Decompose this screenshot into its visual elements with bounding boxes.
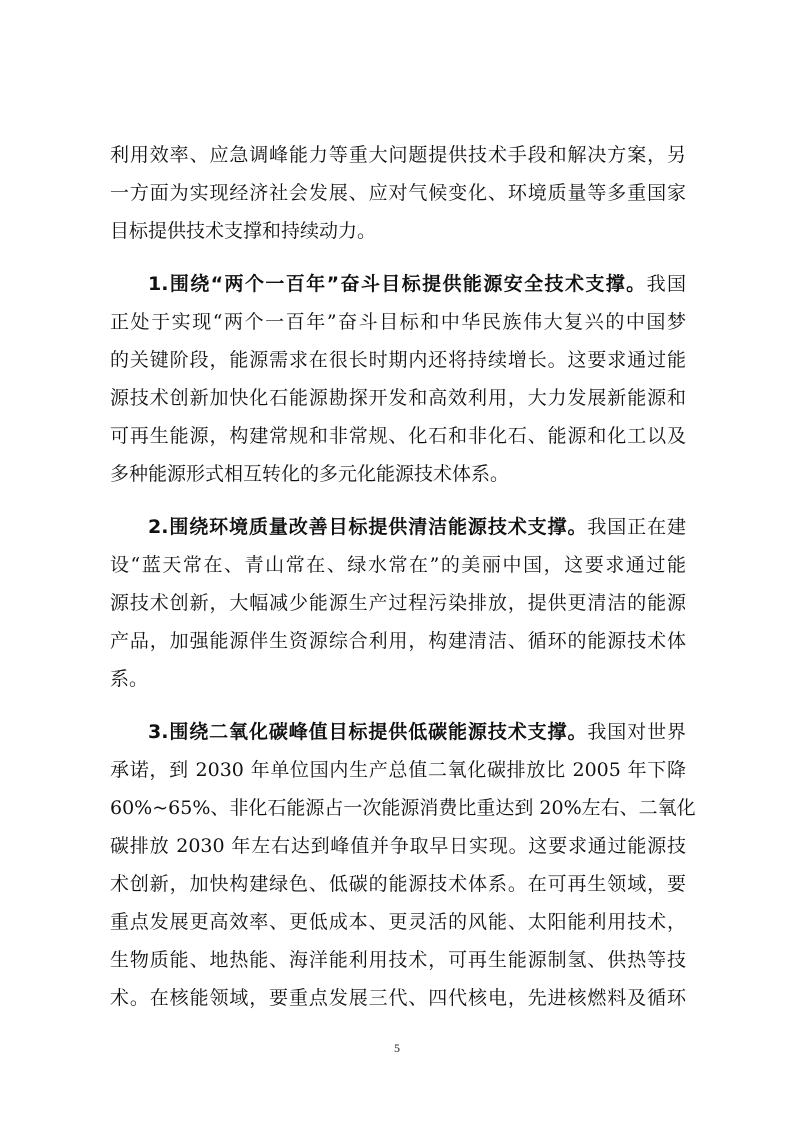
section-2 bbox=[110, 508, 686, 698]
section-3 bbox=[110, 713, 696, 1017]
text-line: 的关键阶段，能源需求在很长时期内还将持续增长。这要求通过能 bbox=[110, 349, 686, 371]
text-line: 正处于实现“两个一百年”奋斗目标和中华民族伟大复兴的中国梦 bbox=[110, 311, 686, 333]
text-line: 一方面为实现经济社会发展、应对气候变化、环境质量等多重国家 bbox=[110, 182, 686, 204]
text-line: 可再生能源，构建常规和非常规、化石和非化石、能源和化工以及 bbox=[110, 425, 686, 447]
section-2-heading: 2.围绕环境质量改善目标提供清洁能源技术支撑。 bbox=[148, 516, 588, 538]
section-1-first-line bbox=[110, 265, 686, 303]
section-3-first-line bbox=[110, 713, 686, 751]
text-line: 设“蓝天常在、青山常在、绿水常在”的美丽中国，这要求通过能 bbox=[110, 554, 686, 576]
text-line: 利用效率、应急调峰能力等重大问题提供技术手段和解决方案，另 bbox=[110, 144, 686, 166]
page-body bbox=[110, 136, 696, 1017]
text-line: 源技术创新，大幅减少能源生产过程污染排放，提供更清洁的能源 bbox=[110, 592, 686, 614]
section-2-first-line bbox=[110, 508, 686, 546]
text-line: 承诺，到 2030 年单位国内生产总值二氧化碳排放比 2005 年下降 bbox=[110, 759, 686, 781]
text-line: 术。在核能领域，要重点发展三代、四代核电，先进核燃料及循环 bbox=[110, 987, 686, 1009]
text-line: 生物质能、地热能、海洋能利用技术，可再生能源制氢、供热等技 bbox=[110, 949, 686, 971]
section-3-heading: 3.围绕二氧化碳峰值目标提供低碳能源技术支撑。 bbox=[148, 721, 588, 743]
section-1 bbox=[110, 265, 686, 493]
text-line: 目标提供技术支撑和持续动力。 bbox=[110, 220, 377, 242]
text-line: 重点发展更高效率、更低成本、更灵活的风能、太阳能利用技术， bbox=[110, 911, 686, 933]
text-line: 源技术创新加快化石能源勘探开发和高效利用，大力发展新能源和 bbox=[110, 387, 686, 409]
text-line: 系。 bbox=[110, 668, 149, 690]
section-1-heading: 1.围绕“两个一百年”奋斗目标提供能源安全技术支撑。 bbox=[148, 273, 647, 295]
text-line: 碳排放 2030 年左右达到峰值并争取早日实现。这要求通过能源技 bbox=[110, 835, 686, 857]
section-2-heading-rest: 我国正在建 bbox=[587, 516, 686, 538]
page-number: 5 bbox=[394, 1041, 400, 1055]
paragraph-intro bbox=[110, 136, 686, 250]
section-1-heading-rest: 我国 bbox=[646, 273, 686, 295]
text-line: 术创新，加快构建绿色、低碳的能源技术体系。在可再生领域，要 bbox=[110, 873, 686, 895]
section-3-heading-rest: 我国对世界 bbox=[587, 721, 686, 743]
text-line: 60%~65%、非化石能源占一次能源消费比重达到 20%左右、二氧化 bbox=[110, 797, 696, 819]
text-line: 多种能源形式相互转化的多元化能源技术体系。 bbox=[110, 463, 510, 485]
text-line: 产品，加强能源伴生资源综合利用，构建清洁、循环的能源技术体 bbox=[110, 630, 686, 652]
